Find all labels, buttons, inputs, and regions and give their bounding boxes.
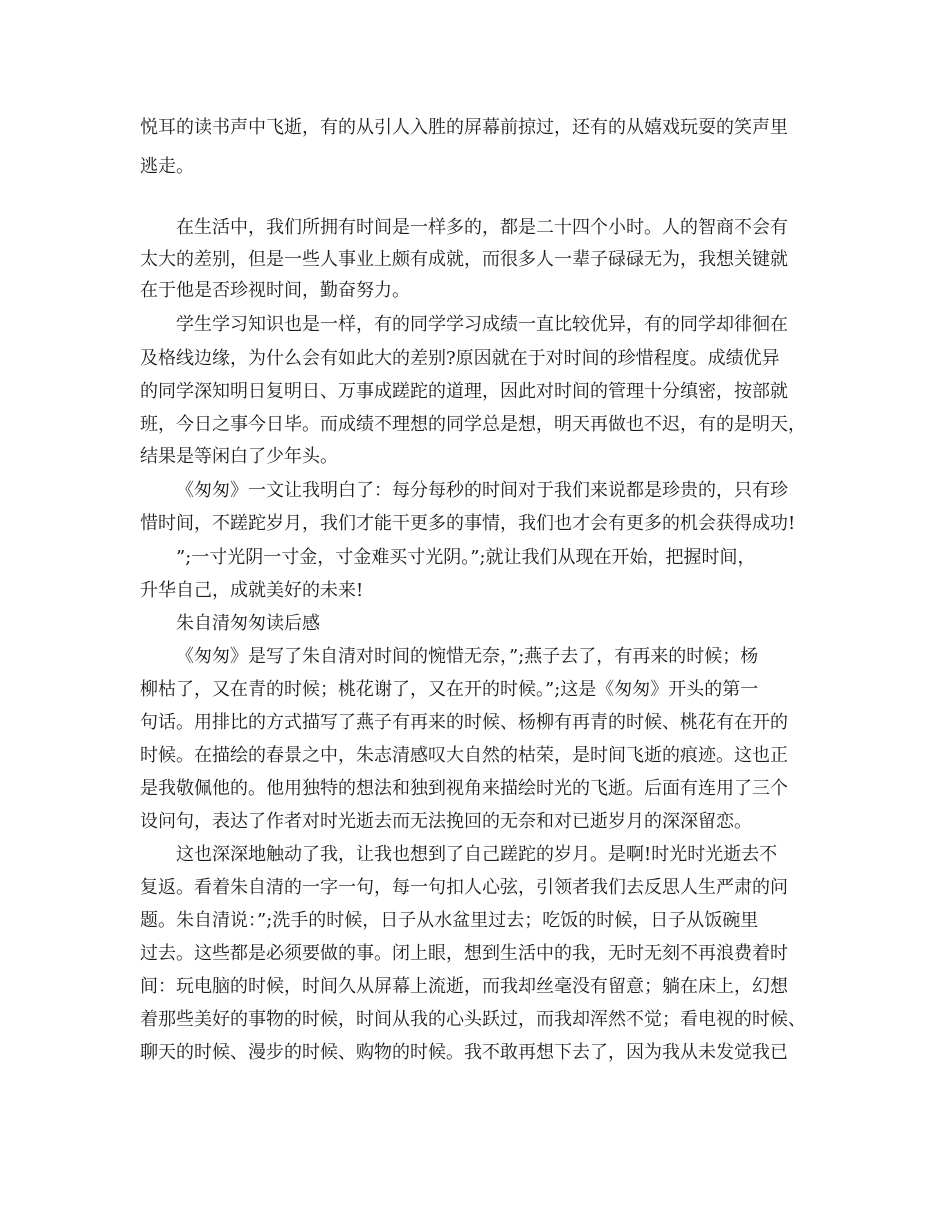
text-line: 聊天的时候、漫步的时候、购物的时候。我不敢再想下去了，因为我从未发觉我已 [140, 1042, 788, 1063]
text-line: 太大的差别，但是一些人事业上颇有成就，而很多人一辈子碌碌无为，我想关键就 [140, 249, 788, 270]
text-line: 结果是等闲白了少年头。 [140, 446, 338, 467]
paragraph-start-line: ”;一寸光阴一寸金，寸金难买寸光阴。”;就让我们从现在开始，把握时间， [176, 547, 756, 568]
paragraph-start-line: 这也深深地触动了我，让我也想到了自己蹉跎的岁月。是啊!时光时光逝去不 [176, 844, 778, 865]
text-line: 在于他是否珍视时间，勤奋努力。 [140, 280, 410, 301]
text-line: 时候。在描绘的春景之中，朱志清感叹大自然的枯荣，是时间飞逝的痕迹。这也正 [140, 745, 788, 766]
paragraph-start-line: 在生活中，我们所拥有时间是一样多的，都是二十四个小时。人的智商不会有 [176, 217, 788, 238]
text-line: 是我敬佩他的。他用独特的想法和独到视角来描绘时光的飞逝。后面有连用了三个 [140, 778, 788, 799]
text-line: 间：玩电脑的时候，时间久从屏幕上流逝，而我却丝毫没有留意；躺在床上，幻想 [140, 976, 788, 997]
text-line: 的同学深知明日复明日、万事成蹉跎的道理，因此对时间的管理十分缜密，按部就 [140, 381, 788, 402]
text-line: 班，今日之事今日毕。而成绩不理想的同学总是想，明天再做也不迟，有的是明天， [140, 414, 806, 435]
section-heading: 朱自清匆匆读后感 [176, 613, 320, 634]
paragraph-start-line: 学生学习知识也是一样，有的同学学习成绩一直比较优异，有的同学却徘徊在 [176, 314, 788, 335]
text-line: 悦耳的读书声中飞逝，有的从引人入胜的屏幕前掠过，还有的从嬉戏玩耍的笑声里 [140, 117, 788, 138]
paragraph-start-line: 《匆匆》一文让我明白了：每分每秒的时间对于我们来说都是珍贵的，只有珍 [176, 480, 788, 501]
text-line: 复返。看着朱自清的一字一句，每一句扣人心弦，引领者我们去反思人生严肃的问 [140, 877, 788, 898]
text-line: 句话。用排比的方式描写了燕子有再来的时候、杨柳有再青的时候、桃花有在开的 [140, 712, 788, 733]
text-line: 题。朱自清说：”;洗手的时候，日子从水盆里过去；吃饭的时候，日子从饭碗里 [140, 910, 759, 931]
text-line: 逃走。 [140, 156, 194, 177]
text-line: 及格线边缘，为什么会有如此大的差别?原因就在于对时间的珍惜程度。成绩优异 [140, 348, 780, 369]
text-line: 柳枯了，又在青的时候；桃花谢了，又在开的时候。”;这是《匆匆》开头的第一 [140, 679, 759, 700]
paragraph-start-line: 《匆匆》是写了朱自清对时间的惋惜无奈，”;燕子去了，有再来的时候；杨 [176, 646, 759, 667]
text-line: 升华自己，成就美好的未来! [140, 580, 364, 601]
text-line: 过去。这些都是必须要做的事。闭上眼，想到生活中的我，无时无刻不再浪费着时 [140, 943, 788, 964]
text-line: 设问句，表达了作者对时光逝去而无法挽回的无奈和对已逝岁月的深深留恋。 [140, 811, 752, 832]
text-line: 惜时间，不蹉跎岁月，我们才能干更多的事情，我们也才会有更多的机会获得成功! [140, 513, 796, 534]
text-line: 着那些美好的事物的时候，时间从我的心头跃过，而我却浑然不觉；看电视的时候、 [140, 1009, 806, 1030]
